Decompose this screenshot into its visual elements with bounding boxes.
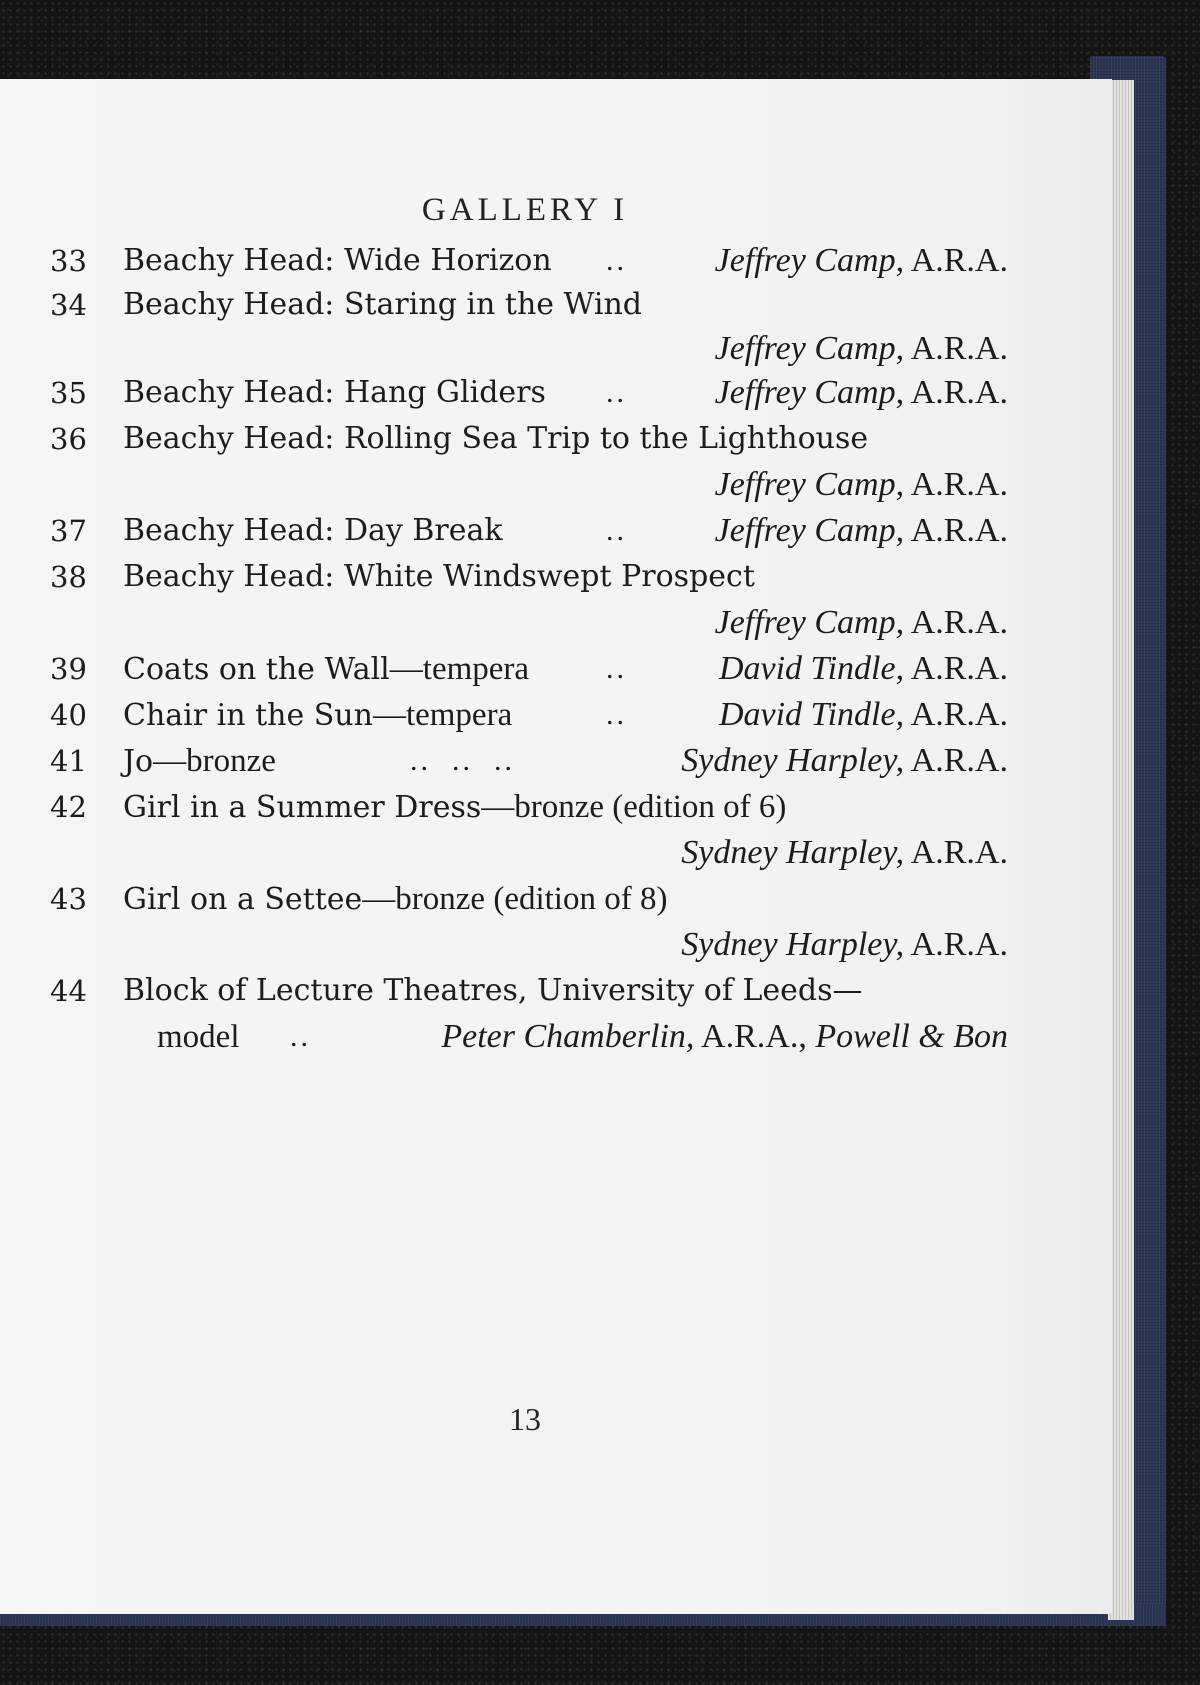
gallery-heading: GALLERY I (421, 192, 629, 228)
list-item (0, 649, 1112, 689)
artist-suffix: A.R.A. (904, 604, 1008, 641)
list-item (0, 879, 1112, 919)
list-item (0, 971, 1112, 1011)
artist-name: David Tindle, (718, 696, 905, 733)
work-medium: —tempera (372, 697, 513, 733)
artist-suffix: A.R.A. (904, 242, 1008, 279)
list-item (0, 557, 1112, 597)
entry-title: Beachy Head: Wide Horizon (123, 243, 552, 278)
list-item-artist-line (0, 1017, 1112, 1057)
entry-number: 35 (50, 376, 87, 410)
artist-suffix: A.R.A. (904, 330, 1008, 367)
work-medium: —bronze (153, 743, 276, 779)
entry-number: 33 (50, 244, 87, 278)
list-item (0, 741, 1112, 781)
entry-title: Beachy Head: Staring in the Wind (123, 287, 642, 322)
artist-suffix: A.R.A. (904, 742, 1008, 779)
list-item (0, 373, 1112, 413)
leader-dots: .. .. .. (410, 744, 515, 777)
artist-suffix: A.R.A., (694, 1018, 816, 1055)
entry-title: Beachy Head: White Windswept Prospect (123, 559, 755, 594)
work-title: Girl in a Summer Dress (123, 790, 482, 825)
list-item (0, 511, 1112, 551)
list-item (0, 241, 1112, 281)
entry-number: 34 (50, 288, 87, 322)
artist-name: David Tindle, (718, 650, 905, 687)
entry-artist (715, 603, 1008, 643)
work-title: Girl on a Settee (123, 882, 363, 917)
list-item-artist-line (0, 603, 1112, 643)
list-item (0, 695, 1112, 735)
leader-dots: .. (606, 244, 627, 277)
work-medium: model (157, 1019, 240, 1055)
entry-title (123, 695, 512, 736)
entry-artist (681, 925, 1008, 965)
entry-title: Block of Lecture Theatres, University of Leeds— (123, 973, 863, 1008)
leader-dots: .. (606, 698, 627, 731)
entry-title (123, 741, 276, 782)
leader-dots: .. (290, 1020, 311, 1053)
artist-name: Jeffrey Camp, (714, 242, 905, 279)
artist-suffix: A.R.A. (904, 650, 1008, 687)
list-item (0, 285, 1112, 325)
artist-name-2: Powell & Bon (815, 1018, 1008, 1055)
artist-suffix: A.R.A. (904, 374, 1008, 411)
entry-number: 37 (50, 514, 87, 548)
entry-title: Beachy Head: Hang Gliders (123, 375, 546, 410)
artist-name: Jeffrey Camp, (714, 604, 905, 641)
entry-number: 36 (50, 422, 87, 456)
work-title: Chair in the Sun (123, 698, 373, 733)
artist-name: Peter Chamberlin, (441, 1018, 695, 1055)
entry-artist (715, 511, 1008, 551)
work-medium: —bronze (edition of 8) (362, 881, 668, 917)
artist-name: Sydney Harpley, (681, 742, 905, 779)
entry-artist (681, 741, 1008, 781)
entry-artist (681, 833, 1008, 873)
work-medium: —tempera (389, 651, 530, 687)
entry-number: 40 (50, 698, 87, 732)
leader-dots: .. (606, 376, 627, 409)
list-item (0, 787, 1112, 827)
entry-number: 38 (50, 560, 87, 594)
entry-number: 39 (50, 652, 87, 686)
entry-artist (441, 1017, 1008, 1057)
entry-artist (719, 649, 1008, 689)
page-number: 13 (509, 1401, 541, 1437)
work-title: Jo (123, 744, 154, 779)
artist-suffix: A.R.A. (904, 834, 1008, 871)
list-item (0, 419, 1112, 459)
artist-name: Jeffrey Camp, (714, 330, 905, 367)
artist-name: Jeffrey Camp, (714, 466, 905, 503)
entry-artist (715, 329, 1008, 369)
list-item-artist-line (0, 329, 1112, 369)
artist-name: Jeffrey Camp, (714, 374, 905, 411)
entry-artist (715, 465, 1008, 505)
entry-number: 43 (50, 882, 87, 916)
list-item-artist-line (0, 833, 1112, 873)
entry-number: 41 (50, 744, 87, 778)
work-title: Coats on the Wall (123, 652, 390, 687)
artist-suffix: A.R.A. (904, 466, 1008, 503)
artist-name: Sydney Harpley, (681, 834, 905, 871)
entry-number: 44 (50, 974, 87, 1008)
list-item-artist-line (0, 925, 1112, 965)
entry-artist (719, 695, 1008, 735)
entry-artist (715, 373, 1008, 413)
artist-suffix: A.R.A. (904, 696, 1008, 733)
entry-title (123, 649, 529, 690)
leader-dots: .. (606, 652, 627, 685)
artist-name: Jeffrey Camp, (714, 512, 905, 549)
work-medium: —bronze (edition of 6) (481, 789, 787, 825)
artist-name: Sydney Harpley, (681, 926, 905, 963)
artist-suffix: A.R.A. (904, 512, 1008, 549)
entry-artist (715, 241, 1008, 281)
entry-title (123, 787, 786, 828)
entry-title: Beachy Head: Rolling Sea Trip to the Lighthouse (123, 421, 869, 456)
entry-title (123, 879, 667, 920)
list-item-artist-line (0, 465, 1112, 505)
entry-title: Beachy Head: Day Break (123, 513, 503, 548)
leader-dots: .. (606, 514, 627, 547)
entry-number: 42 (50, 790, 87, 824)
artist-suffix: A.R.A. (904, 926, 1008, 963)
catalogue-page (0, 79, 1112, 1614)
